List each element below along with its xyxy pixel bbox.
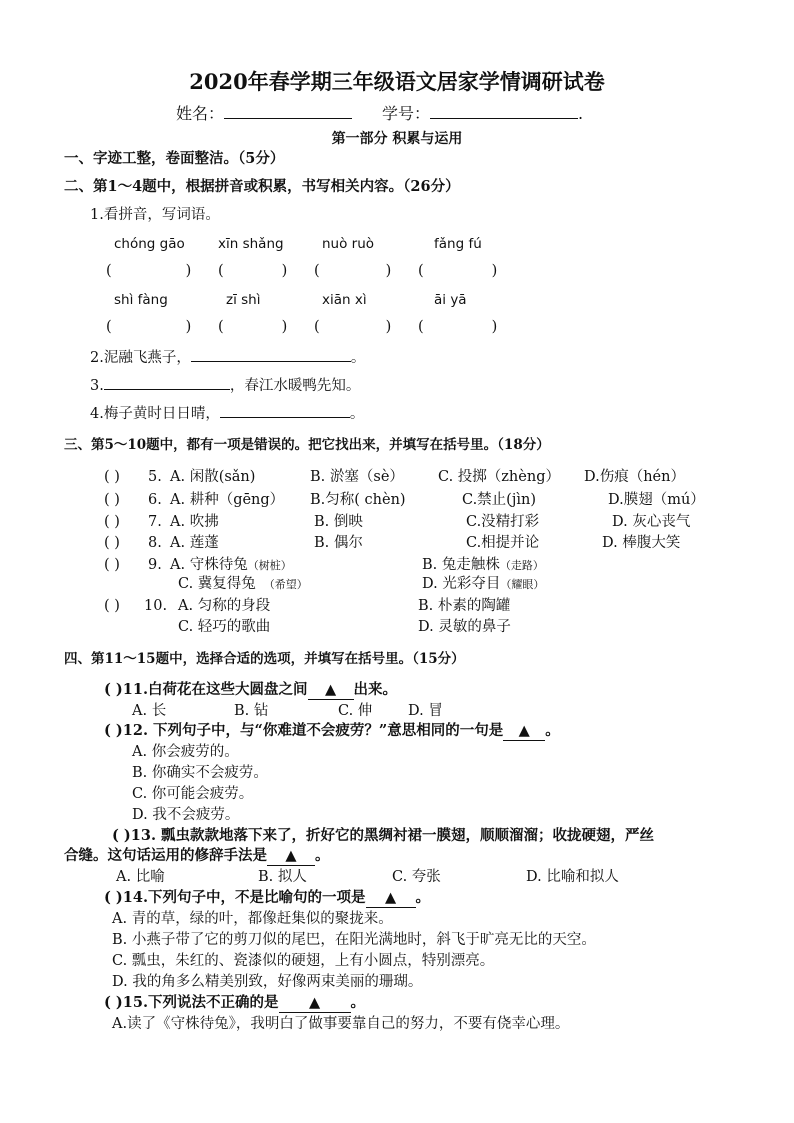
name-label: 姓名： [176,104,225,123]
answer-box-6[interactable]: ( ) [218,319,288,335]
q13-stem-line1: ( )13. 瓢虫款款地落下来了，折好它的黑绸衬裙一膜翅，顺顺溜溜；收拢硬翅，严丝 [112,827,655,844]
q13-option-d: D. 比喻和拟人 [526,869,619,885]
q13-option-c: C. 夸张 [392,869,441,885]
q5-option-c: C. 投掷（zhèng） [438,469,560,485]
q5-option-a: A. 闲散(sǎn) [170,469,256,485]
part-title: 第一部分 积累与运用 [331,131,463,147]
q6-option-a: A. 耕种（gēng） [170,492,285,508]
section-2-heading: 二、第1～4题中，根据拼音或积累，书写相关内容。（26分） [64,178,460,195]
section-4-heading: 四、第11～15题中，选择合适的选项，并填写在括号里。（15分） [64,651,465,667]
q6-paren[interactable]: ( ) [104,492,120,508]
question-3: 3. ，春江水暖鸭先知。 [90,375,360,395]
q15-stem: ( )15.下列说法不正确的是 ▲ 。 [104,994,366,1011]
answer-box-3[interactable]: ( ) [314,263,392,279]
answer-box-5[interactable]: ( ) [106,319,192,335]
q11-stem: ( )11.白荷花在这些大圆盘之间 ▲ 出来。 [104,681,398,698]
pinyin-6: zī shì [226,292,261,308]
pinyin-7: xiān xì [322,292,367,308]
q11-option-b: B. 钻 [234,703,269,719]
q8-paren[interactable]: ( ) [104,535,120,551]
q12-stem: ( )12. 下列句子中，与“你难道不会疲劳？”意思相同的一句是 ▲ 。 [104,722,560,739]
question-2: 2.泥融飞燕子， 。 [90,347,365,367]
q11-option-c: C. 伸 [338,703,373,719]
q14-option-c: C. 瓢虫，朱红的、瓷漆似的硬翅，上有小圆点，特别漂亮。 [112,953,495,969]
q9-option-c: C. 冀复得兔 （希望） [178,576,308,592]
q10-option-c: C. 轻巧的歌曲 [178,619,271,635]
q7-option-c: C.没精打彩 [466,514,540,530]
q8-option-d: D. 棒腹大笑 [602,535,681,551]
q9-option-a: A. 守株待兔（树桩） [170,557,292,573]
pinyin-3: nuò ruò [322,236,375,252]
answer-triangle-12: ▲ [503,722,545,741]
q13-stem-line2: 合缝。这句话运用的修辞手法是 ▲ 。 [64,847,330,864]
q7-option-d: D. 灰心丧气 [612,514,691,530]
q10-option-d: D. 灵敏的鼻子 [418,619,511,635]
q5-option-b: B. 淤塞（sè） [310,469,404,485]
q5-paren[interactable]: ( ) [104,469,120,485]
answer-triangle-11: ▲ [308,681,354,700]
q10-option-b: B. 朴素的陶罐 [418,598,511,614]
q9-option-d: D. 光彩夺目（耀眼） [422,576,545,592]
id-blank[interactable] [430,104,578,119]
q11-option-d: D. 冒 [408,703,443,719]
q14-option-a: A. 青的草，绿的叶，都像赶集似的聚拢来。 [112,911,393,927]
id-label: 学号： [382,104,431,123]
answer-triangle-15: ▲ [279,994,351,1013]
q7-option-a: A. 吹拂 [170,514,219,530]
q8-option-b: B. 偶尔 [314,535,363,551]
answer-box-1[interactable]: ( ) [106,263,192,279]
q12-option-d: D. 我不会疲劳。 [132,807,240,823]
q12-option-a: A. 你会疲劳的。 [132,744,239,760]
q7-option-b: B. 倒映 [314,514,363,530]
q10-paren[interactable]: ( ) [104,598,120,614]
answer-box-8[interactable]: ( ) [418,319,498,335]
answer-blank-3[interactable] [104,375,230,390]
pinyin-4: fǎng fú [434,236,482,252]
answer-box-7[interactable]: ( ) [314,319,392,335]
pinyin-8: āi yā [434,292,467,308]
q12-option-c: C. 你可能会疲劳。 [132,786,254,802]
q13-option-b: B. 拟人 [258,869,307,885]
pinyin-2: xīn shǎng [218,236,284,252]
section-1-heading: 一、字迹工整，卷面整洁。（5分） [64,150,285,167]
q10-option-a: A. 匀称的身段 [178,598,271,614]
section-3-heading: 三、第5～10题中，都有一项是错误的。把它找出来，并填写在括号里。（18分） [64,437,550,453]
answer-triangle-13: ▲ [267,847,315,866]
q13-option-a: A. 比喻 [116,869,165,885]
question-1-label: 1.看拼音，写词语。 [90,207,220,223]
q5-option-d: D.伤痕（hén） [584,469,685,485]
answer-box-4[interactable]: ( ) [418,263,498,279]
answer-triangle-14: ▲ [366,889,416,908]
exam-title: 2020年春学期三年级语文居家学情调研试卷 [189,69,605,94]
q6-option-d: D.膜翅（mú） [608,492,705,508]
q14-option-d: D. 我的角多么精美别致，好像两束美丽的珊瑚。 [112,974,423,990]
q8-option-c: C.相提并论 [466,535,540,551]
q9-option-b: B. 兔走触株（走路） [422,557,544,573]
q15-option-a: A.读了《守株待兔》，我明白了做事要靠自己的努力，不要有侥幸心理。 [112,1016,570,1032]
pinyin-5: shì fàng [114,292,168,308]
q14-option-b: B. 小燕子带了它的剪刀似的尾巴，在阳光满地时，斜飞于旷亮无比的天空。 [112,932,596,948]
q9-paren[interactable]: ( ) [104,557,120,573]
answer-blank-4[interactable] [220,403,350,418]
q8-option-a: A. 莲蓬 [170,535,219,551]
q12-option-b: B. 你确实不会疲劳。 [132,765,268,781]
q14-stem: ( )14.下列句子中，不是比喻句的一项是 ▲ 。 [104,889,431,906]
q11-option-a: A. 长 [132,703,167,719]
q6-option-c: C.禁止(jìn) [462,492,536,508]
question-4: 4.梅子黄时日日晴， 。 [90,403,364,423]
answer-blank-2[interactable] [191,347,351,362]
name-id-line: 姓名： 学号： . [176,104,584,123]
q7-paren[interactable]: ( ) [104,514,120,530]
name-blank[interactable] [224,104,352,119]
q6-option-b: B.匀称( chèn) [310,492,406,508]
pinyin-1: chóng gāo [114,236,185,252]
answer-box-2[interactable]: ( ) [218,263,288,279]
